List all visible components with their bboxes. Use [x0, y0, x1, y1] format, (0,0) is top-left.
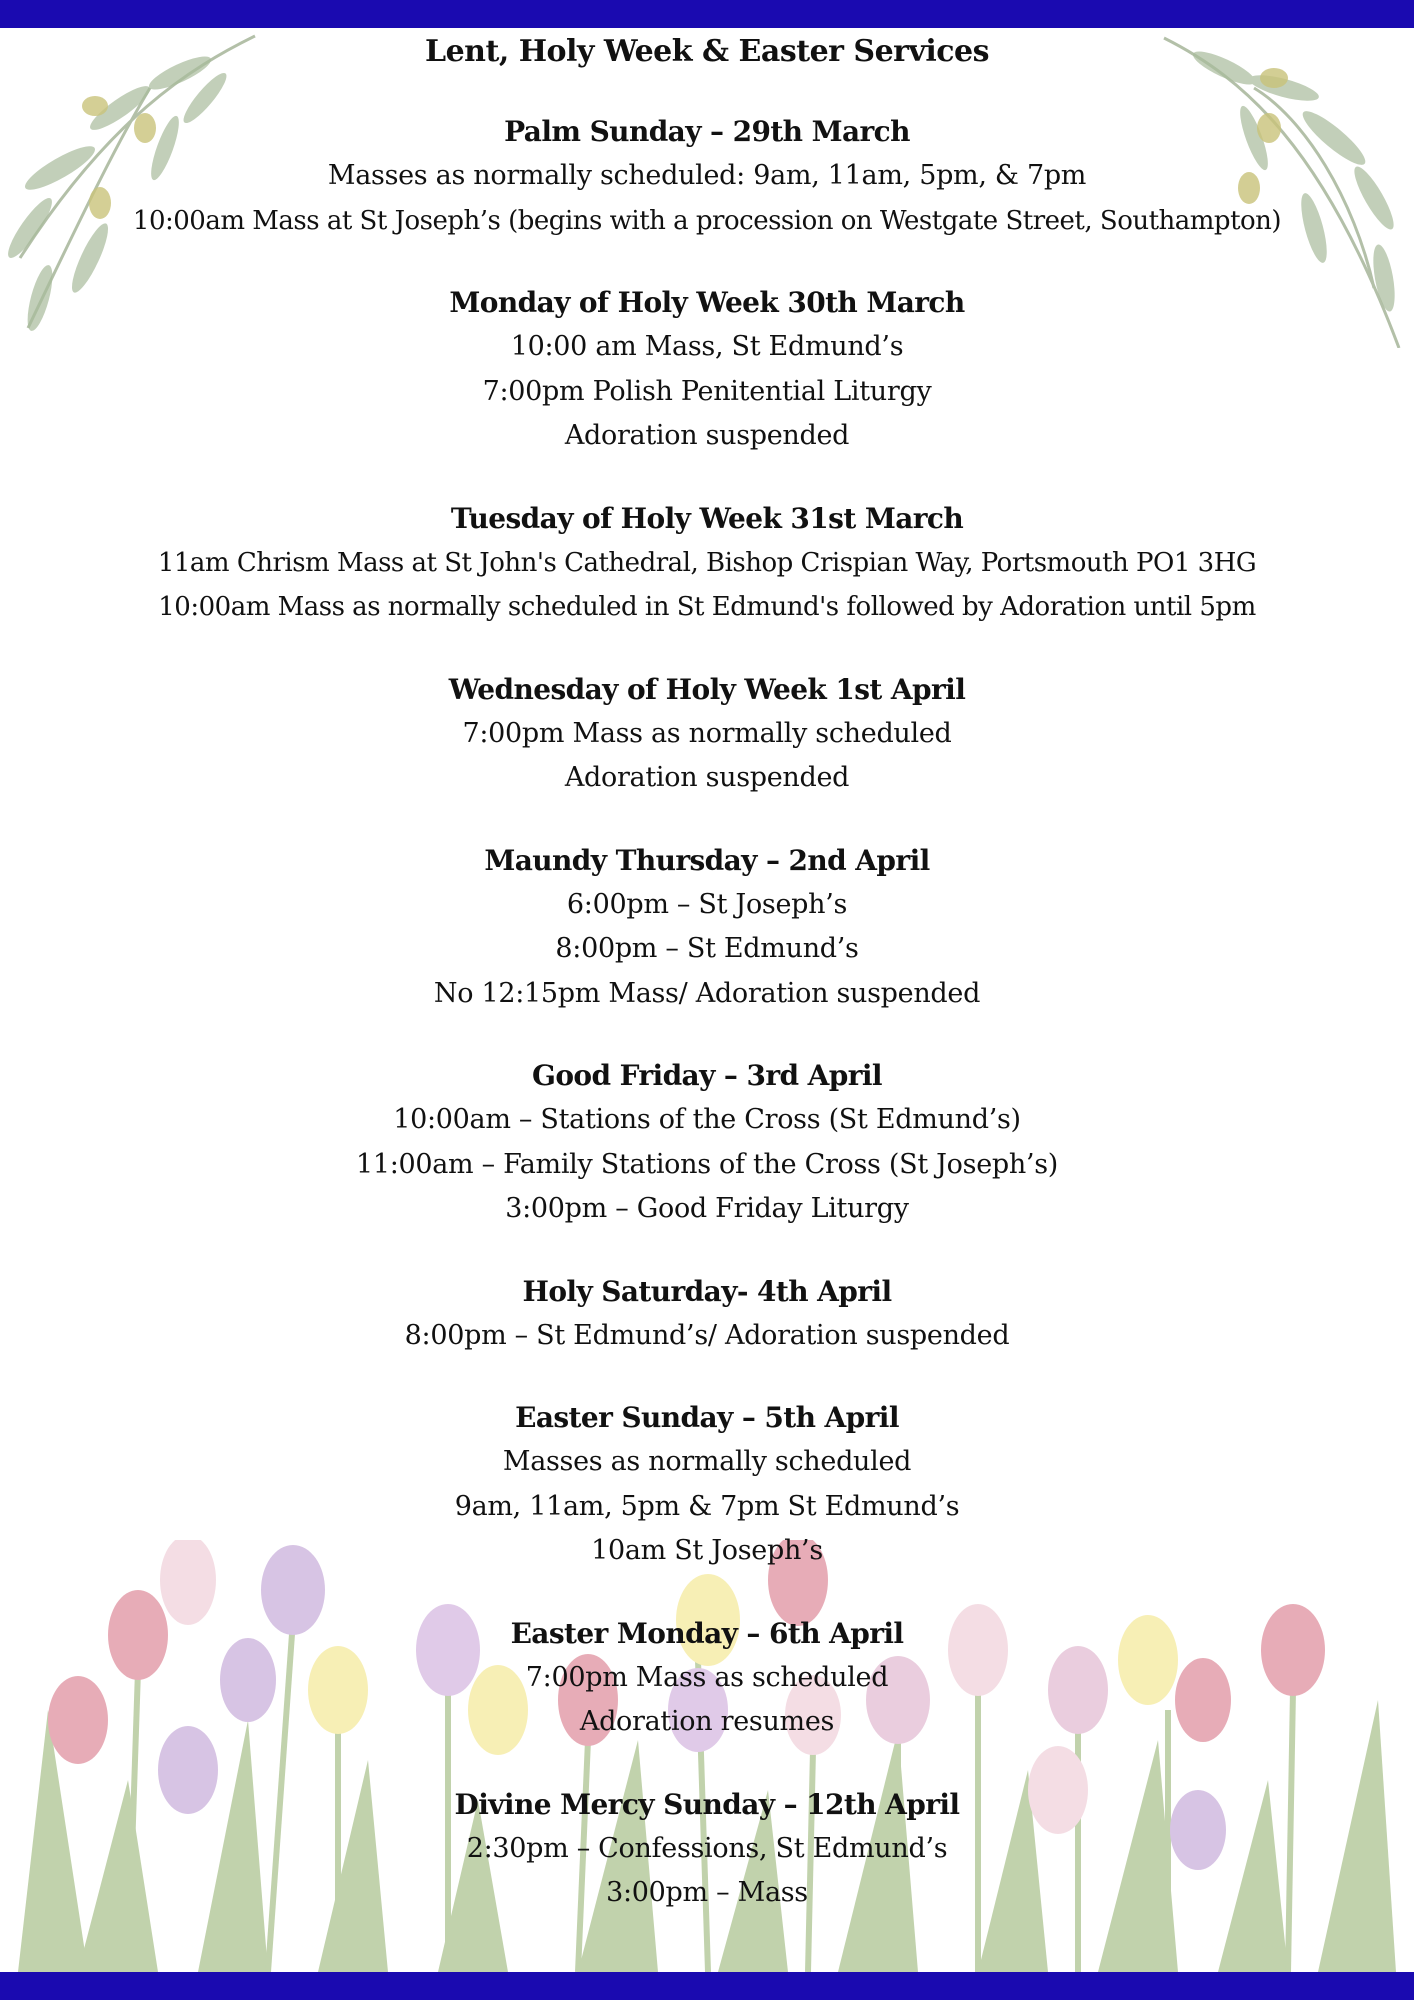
service-line: 2:30pm – Confessions, St Edmund’s: [466, 1832, 948, 1864]
service-line: Adoration suspended: [564, 420, 850, 451]
service-line: 3:00pm – Good Friday Liturgy: [505, 1193, 909, 1224]
bottom-border-band: [0, 1972, 1414, 2000]
service-line: 7:00pm Mass as scheduled: [525, 1661, 889, 1693]
day-heading: Maundy Thursday – 2nd April: [484, 843, 930, 877]
service-day: [0, 1783, 1414, 1916]
day-heading: Easter Sunday – 5th April: [515, 1401, 899, 1434]
page-title: Lent, Holy Week & Easter Services: [424, 34, 990, 69]
service-day: [0, 839, 1414, 1017]
day-heading: Easter Monday – 6th April: [510, 1616, 904, 1650]
service-line: Adoration suspended: [564, 762, 850, 793]
day-heading: Wednesday of Holy Week 1st April: [448, 672, 966, 706]
day-heading: Palm Sunday – 29th March: [504, 115, 910, 148]
service-line: 9am, 11am, 5pm & 7pm St Edmund’s: [454, 1490, 960, 1522]
service-line: Masses as normally scheduled: [502, 1446, 912, 1477]
service-line: 7:00pm Mass as normally scheduled: [462, 717, 952, 749]
service-day: [0, 668, 1414, 801]
service-line: 10:00am – Stations of the Cross (St Edmund’s): [393, 1104, 1021, 1135]
service-line: 10:00am Mass at St Joseph’s (begins with a procession on Westgate Street, Southampton): [132, 205, 1282, 236]
service-line: 8:00pm – St Edmund’s: [555, 933, 859, 964]
service-line: 3:00pm – Mass: [606, 1877, 808, 1908]
service-line: 10:00am Mass as normally scheduled in St Edmund's followed by Adoration until 5pm: [158, 592, 1256, 622]
service-line: 7:00pm Polish Penitential Liturgy: [482, 375, 932, 407]
service-line: 10am St Joseph’s: [591, 1535, 823, 1566]
day-heading: Good Friday – 3rd April: [532, 1059, 882, 1092]
day-heading: Monday of Holy Week 30th March: [449, 286, 965, 319]
service-line: Adoration resumes: [579, 1706, 835, 1737]
service-line: 8:00pm – St Edmund’s/ Adoration suspended: [404, 1319, 1010, 1351]
service-line: 11:00am – Family Stations of the Cross (St Joseph’s): [355, 1148, 1059, 1180]
service-day: [0, 110, 1414, 243]
service-day: [0, 281, 1414, 459]
day-heading: Holy Saturday- 4th April: [522, 1274, 892, 1308]
service-line: 11am Chrism Mass at St John's Cathedral, Bishop Crispian Way, Portsmouth PO1 3HG: [157, 547, 1257, 578]
service-line: No 12:15pm Mass/ Adoration suspended: [433, 977, 981, 1009]
service-day: [0, 497, 1414, 630]
day-heading: Tuesday of Holy Week 31st March: [450, 501, 964, 535]
service-day: [0, 1396, 1414, 1574]
service-day: [0, 1270, 1414, 1359]
service-line: 10:00 am Mass, St Edmund’s: [510, 331, 904, 362]
service-day: [0, 1612, 1414, 1745]
service-day: [0, 1054, 1414, 1232]
day-heading: Divine Mercy Sunday – 12th April: [454, 1787, 960, 1821]
services-schedule: [0, 28, 1414, 1954]
service-line: Masses as normally scheduled: 9am, 11am, 5pm, & 7pm: [327, 160, 1087, 191]
service-line: 6:00pm – St Joseph’s: [566, 888, 848, 920]
top-border-band: [0, 0, 1414, 28]
